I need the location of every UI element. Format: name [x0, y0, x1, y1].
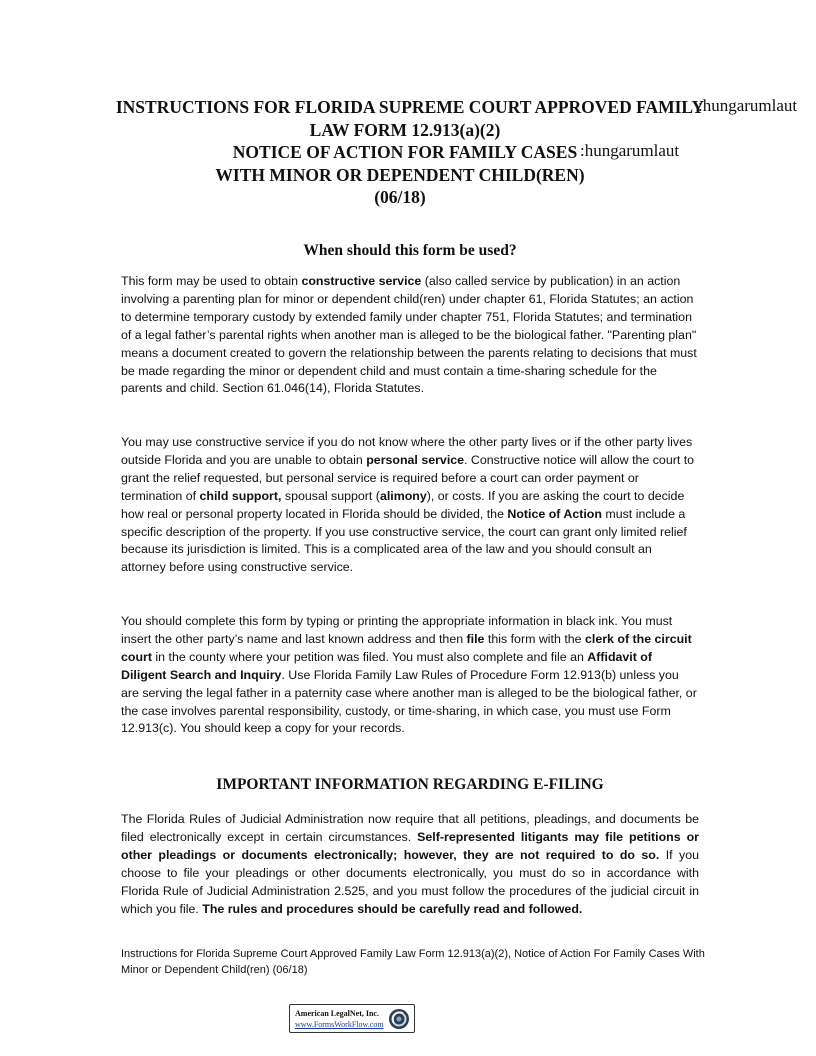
text-run: You may use constructive service if you do not know where the other party lives or if the other party lives outside Florida and you are unable to obtain — [121, 435, 693, 467]
bold-term: constructive service — [301, 274, 422, 288]
paragraph-constructive-service — [121, 273, 699, 398]
bold-term: personal service — [366, 452, 465, 467]
text-run: ), or costs. If you are asking the court to decide how real or personal property located in Florida should be divided, the — [121, 488, 685, 521]
text-run: . Constructive notice will allow the court to grant the relief requested, but personal service is required before a court can order payment or termination of — [121, 452, 695, 503]
render-artifact-text-2: :hungarumlaut — [580, 141, 680, 160]
title-line-2: LAW FORM 12.913(a)(2) — [309, 119, 501, 140]
globe-icon — [388, 1008, 410, 1035]
title-line-1: INSTRUCTIONS FOR FLORIDA SUPREME COURT APPROVED FAMILY — [115, 97, 705, 117]
american-legalnet-logo[interactable] — [289, 1004, 415, 1033]
paragraph-personal-service — [121, 434, 699, 577]
text-run: . Use Florida Family Law Rules of Procedure Form 12.913(b) unless you are serving the legal father in a paternity case where another man is alleged to be the biological father, or the case involves parental responsibility, custody, or time-sharing, in which case, you must use Form 12.913(c). You should keep a copy for your records. — [121, 667, 697, 736]
page-footer: Instructions for Florida Supreme Court Approved Family Law Form 12.913(a)(2), Notice of Action For Family Cases With Minor or Dependent Child(ren) (06/18) — [121, 948, 705, 976]
section-heading-e-filing: IMPORTANT INFORMATION REGARDING E-FILING — [216, 776, 604, 793]
title-line-3: NOTICE OF ACTION FOR FAMILY CASES — [232, 142, 578, 162]
bold-term: Affidavit of Diligent Search and Inquiry — [121, 649, 652, 682]
text-run: (also called service by publication) in an action involving a parenting plan for minor or dependent child(ren) under chapter 61, Florida Statutes; an action to determine temporary custody by extended family under chapter 751, Florida Statutes; and termination of a legal father’s parental rights when another man is alleged to be the biological father. "Parenting plan" means a document created to govern the relationship between the parents relating to decisions that must be made regarding the minor or dependent child and must contain a time-sharing schedule for the parents and child. Section 61.046(14), Florida Statutes. — [121, 274, 697, 396]
paragraph-complete-form — [121, 613, 699, 738]
text-run: this form with the — [484, 631, 585, 646]
logo-company-name: American LegalNet, Inc. — [295, 1009, 379, 1018]
text-run: This form may be used to obtain — [121, 274, 302, 288]
bold-term: Self-represented litigants may file petitions or other pleadings or documents electronically; however, they are not required to do so. — [121, 829, 699, 862]
render-artifact-text-1: :hungarumlaut — [698, 96, 798, 115]
text-run: You should complete this form by typing or printing the appropriate information in black ink. You must insert the other party’s name and last known address and then — [121, 614, 673, 646]
text-run: must include a specific description of the property. If you use constructive service, the court can grant only limited relief because its jurisdiction is limited. This is a complicated area of the law and you should consult an attorney before using constructive service. — [121, 506, 687, 575]
logo-website-link[interactable]: www.FormsWorkFlow.com — [295, 1020, 384, 1029]
bold-term: file — [466, 631, 485, 646]
text-run: The Florida Rules of Judicial Administration now require that all petitions, pleadings, and documents be filed electronically except in certain circumstances. — [121, 812, 699, 844]
bold-term: clerk of the circuit court — [121, 631, 692, 664]
title-line-4: WITH MINOR OR DEPENDENT CHILD(REN) — [215, 164, 585, 185]
text-run: spousal support ( — [281, 488, 380, 503]
bold-term: Notice of Action — [507, 506, 602, 521]
bold-term: child support, — [199, 488, 282, 503]
text-run: If you choose to file your pleadings or other documents electronically, you must do so in accordance with Florida Rule of Judicial Administration 2.525, and you must follow the procedures of the judicial circuit in which you file. — [121, 847, 699, 916]
text-run: in the county where your petition was filed. You must also complete and file an — [151, 649, 588, 664]
section-heading-when-used: When should this form be used? — [303, 242, 517, 259]
title-line-5: (06/18) — [374, 187, 426, 207]
bold-term: alimony — [379, 488, 427, 503]
paragraph-e-filing — [121, 811, 699, 918]
bold-term: The rules and procedures should be carefully read and followed. — [202, 901, 583, 916]
